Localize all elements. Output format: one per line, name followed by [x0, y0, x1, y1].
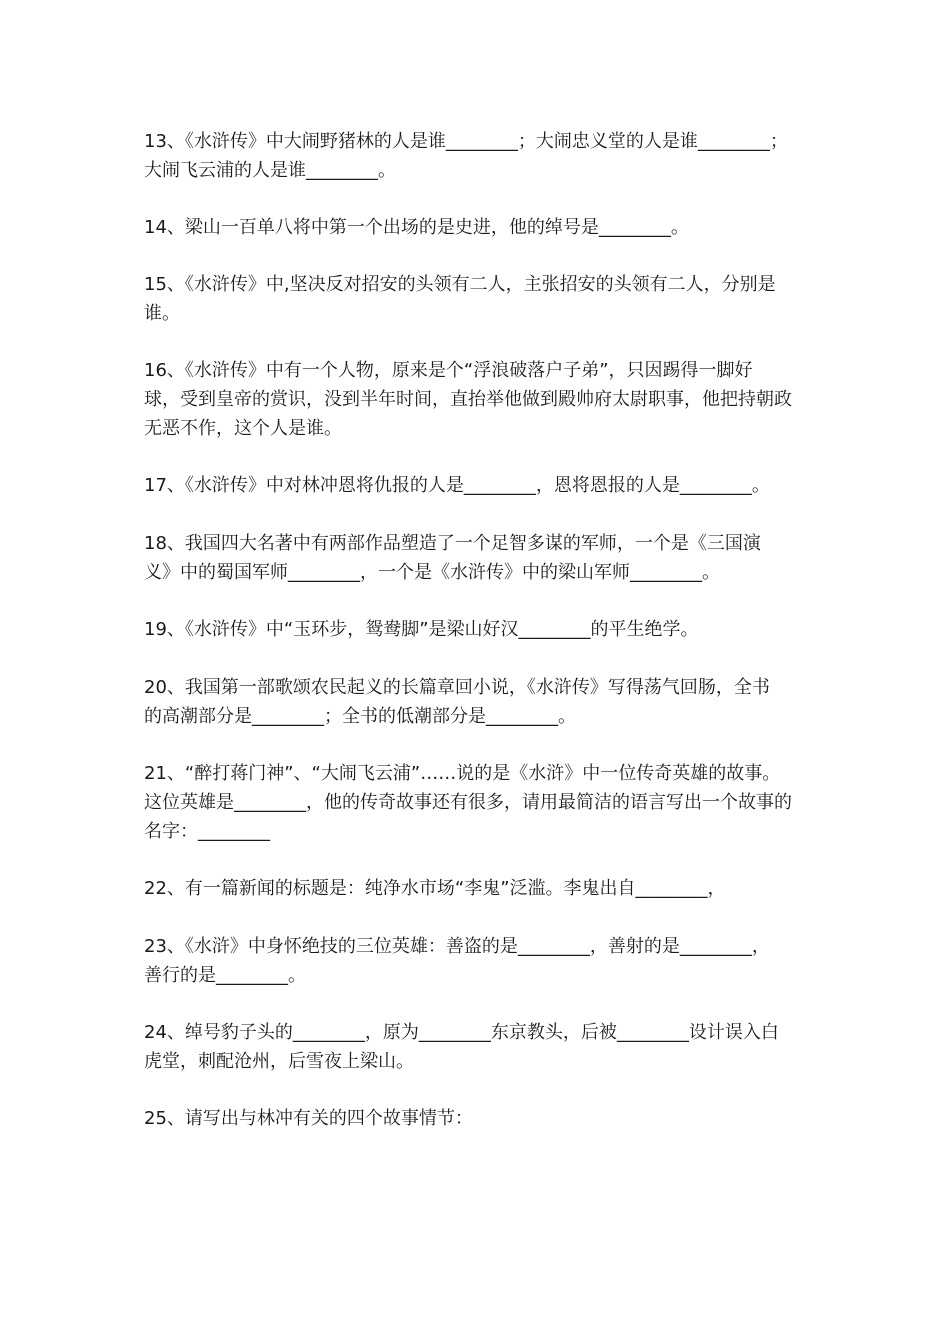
question-14: [144, 213, 824, 242]
question-18: [144, 529, 824, 587]
question-line: 无恶不作，这个人是谁。: [144, 418, 342, 439]
question-line: 虎堂，刺配沧州，后雪夜上梁山。: [144, 1051, 414, 1072]
question-line: 16、《水浒传》中有一个人物，原来是个“浮浪破落户子弟”，只因踢得一脚好: [144, 360, 753, 381]
question-22: [144, 874, 824, 903]
question-line: 的高潮部分是________；全书的低潮部分是________。: [144, 706, 576, 727]
question-line: 球，受到皇帝的赏识，没到半年时间，直抬举他做到殿帅府太尉职事，他把持朝政: [144, 389, 792, 410]
question-23: [144, 932, 824, 990]
question-19: [144, 615, 824, 644]
question-line: 这位英雄是________，他的传奇故事还有很多，请用最简洁的语言写出一个故事的: [144, 792, 792, 813]
question-25: [144, 1104, 824, 1133]
question-line: 13、《水浒传》中大闹野猪林的人是谁________；大闹忠义堂的人是谁________；: [144, 131, 788, 152]
question-line: 24、绰号豹子头的________，原为________东京教头，后被________设计误入白: [144, 1022, 779, 1043]
question-24: [144, 1018, 824, 1076]
question-21: [144, 759, 824, 846]
question-line: 善行的是________。: [144, 965, 306, 986]
question-line: 23、《水浒》中身怀绝技的三位英雄：善盗的是________，善射的是________，: [144, 936, 770, 957]
question-line: 22、有一篇新闻的标题是：纯净水市场“李鬼”泛滥。李鬼出自________，: [144, 878, 726, 899]
question-line: 14、梁山一百单八将中第一个出场的是史进，他的绰号是________。: [144, 217, 689, 238]
question-13: [144, 127, 824, 185]
question-line: 义》中的蜀国军师________，一个是《水浒传》中的梁山军师________。: [144, 562, 720, 583]
question-line: 19、《水浒传》中“玉环步，鸳鸯脚”是梁山好汉________的平生绝学。: [144, 619, 699, 640]
question-16: [144, 356, 824, 443]
question-17: [144, 471, 824, 500]
question-line: 20、我国第一部歌颂农民起义的长篇章回小说，《水浒传》写得荡气回肠，全书: [144, 677, 770, 698]
question-line: 17、《水浒传》中对林冲恩将仇报的人是________，恩将恩报的人是________。: [144, 475, 770, 496]
question-line: 15、《水浒传》中,坚决反对招安的头领有二人，主张招安的头领有二人，分别是: [144, 274, 776, 295]
question-line: 谁。: [144, 303, 180, 324]
question-20: [144, 673, 824, 731]
question-line: 25、请写出与林冲有关的四个故事情节：: [144, 1108, 473, 1129]
question-line: 大闹飞云浦的人是谁________。: [144, 160, 396, 181]
question-line: 21、“醉打蒋门神”、“大闹飞云浦”……说的是《水浒》中一位传奇英雄的故事。: [144, 763, 781, 784]
question-line: 名字：________: [144, 821, 270, 842]
question-line: 18、我国四大名著中有两部作品塑造了一个足智多谋的军师，一个是《三国演: [144, 533, 761, 554]
question-15: [144, 270, 824, 328]
